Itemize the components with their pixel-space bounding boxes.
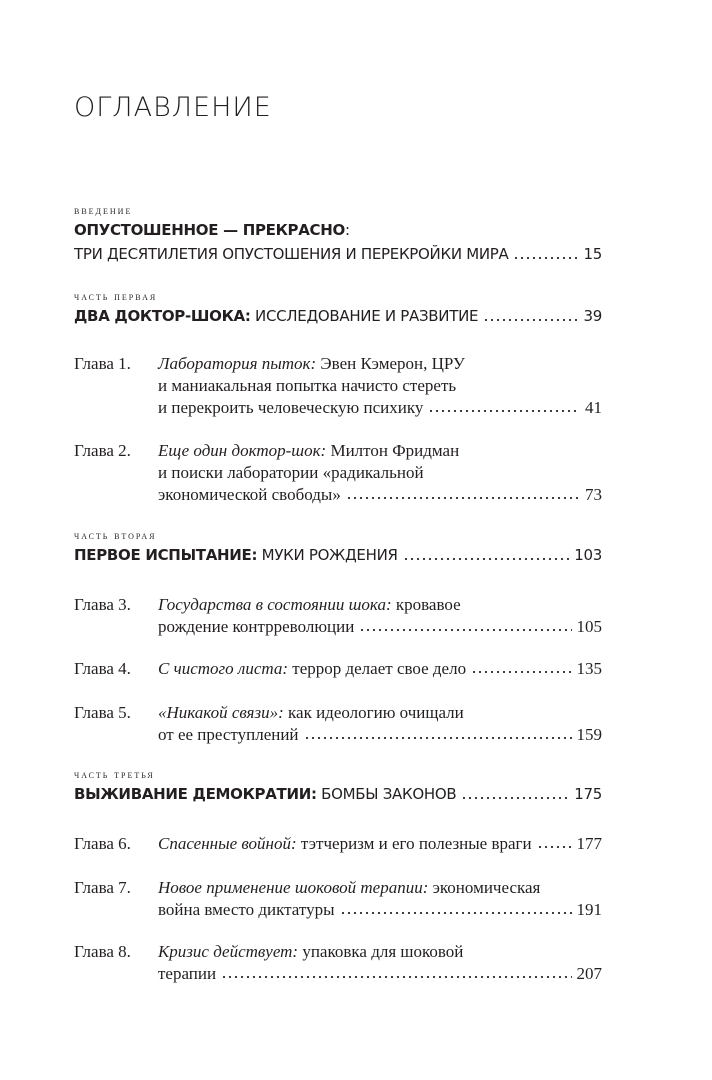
toc-part[interactable] xyxy=(74,529,602,567)
toc-chapter[interactable] xyxy=(74,440,602,506)
toc-chapter[interactable] xyxy=(74,594,602,638)
dot-leader xyxy=(346,490,580,500)
chapter-title-line: террор делает свое дело xyxy=(288,659,467,678)
dot-leader xyxy=(403,551,570,561)
chapter-title-line: как идеологию очищали xyxy=(283,703,464,722)
toc-chapter[interactable] xyxy=(74,833,602,855)
chapter-title-line: война вместо диктатуры xyxy=(158,900,335,919)
page-number: 135 xyxy=(576,659,602,678)
chapter-title-line: от ее преступлений xyxy=(158,725,299,744)
page-number: 73 xyxy=(585,485,602,504)
dot-leader xyxy=(340,905,572,915)
part-label: часть вторая xyxy=(74,530,157,542)
part-label: часть третья xyxy=(74,769,155,781)
part-label: часть первая xyxy=(74,291,158,303)
toc-part[interactable] xyxy=(74,290,602,328)
dot-leader xyxy=(461,790,569,800)
chapter-title-italic: Еще один доктор-шок: xyxy=(158,441,327,460)
chapter-title-italic: С чистого листа: xyxy=(158,659,289,678)
dot-leader xyxy=(359,622,571,632)
page-number: 175 xyxy=(574,785,602,803)
toc-chapter[interactable] xyxy=(74,702,602,746)
chapter-number: Глава 8. xyxy=(74,942,131,961)
toc-part[interactable] xyxy=(74,768,602,806)
chapter-title-line: и поиски лаборатории «радикальной xyxy=(158,463,424,482)
chapter-number: Глава 4. xyxy=(74,659,131,678)
section-subtitle: ТРИ ДЕСЯТИЛЕТИЯ ОПУСТОШЕНИЯ И ПЕРЕКРОЙКИ МИРА xyxy=(74,245,509,263)
chapter-title-line: и перекроить человеческую психику xyxy=(158,398,424,417)
part-title-rest: ИССЛЕДОВАНИЕ И РАЗВИТИЕ xyxy=(250,307,479,325)
page-number: 207 xyxy=(576,964,602,983)
dot-leader xyxy=(483,312,578,322)
dot-leader xyxy=(304,730,572,740)
chapter-title-italic: Государства в состоянии шока: xyxy=(158,595,392,614)
chapter-title-line: упаковка для шоковой xyxy=(298,942,464,961)
chapter-number: Глава 1. xyxy=(74,354,131,373)
page-number: 15 xyxy=(583,245,602,263)
dot-leader xyxy=(221,969,571,979)
chapter-title-italic: Лаборатория пыток: xyxy=(158,354,317,373)
chapter-title-line: Милтон Фридман xyxy=(326,441,460,460)
section-title-rest: : xyxy=(344,221,350,239)
page-number: 41 xyxy=(585,398,602,417)
page-number: 105 xyxy=(576,617,602,636)
chapter-number: Глава 5. xyxy=(74,703,131,722)
chapter-number: Глава 2. xyxy=(74,441,131,460)
toc-chapter[interactable] xyxy=(74,353,602,419)
page-number: 103 xyxy=(574,546,602,564)
chapter-title-italic: Новое применение шоковой терапии: xyxy=(158,878,429,897)
chapter-title-italic: Спасенные войной: xyxy=(158,834,297,853)
dot-leader xyxy=(471,664,571,674)
chapter-title-italic: Кризис действует: xyxy=(158,942,299,961)
part-title-bold: ВЫЖИВАНИЕ ДЕМОКРАТИИ: xyxy=(74,785,317,803)
page-number: 177 xyxy=(576,834,602,853)
chapter-title-line: экономическая xyxy=(428,878,541,897)
chapter-title-line: рождение контрреволюции xyxy=(158,617,355,636)
page-number: 159 xyxy=(576,725,602,744)
page-title: ОГЛАВЛЕНИЕ xyxy=(74,92,272,123)
part-title-bold: ПЕРВОЕ ИСПЫТАНИЕ: xyxy=(74,546,258,564)
toc-chapter[interactable] xyxy=(74,877,602,921)
toc-intro[interactable] xyxy=(74,204,602,266)
chapter-title-line: Эвен Кэмерон, ЦРУ xyxy=(316,354,465,373)
part-title-bold: ДВА ДОКТОР-ШОКА: xyxy=(74,307,251,325)
chapter-title-line: терапии xyxy=(158,964,217,983)
chapter-title-italic: «Никакой связи»: xyxy=(158,703,284,722)
dot-leader xyxy=(513,250,578,260)
chapter-title-line: экономической свободы» xyxy=(158,485,341,504)
dot-leader xyxy=(537,839,572,849)
toc-chapter[interactable] xyxy=(74,941,602,985)
chapter-number: Глава 6. xyxy=(74,834,131,853)
chapter-number: Глава 7. xyxy=(74,878,131,897)
dot-leader xyxy=(428,403,580,413)
part-title-rest: МУКИ РОЖДЕНИЯ xyxy=(257,546,398,564)
section-title-bold: ОПУСТОШЕННОЕ — ПРЕКРАСНО xyxy=(74,221,345,239)
chapter-title-line: тэтчеризм и его полезные враги xyxy=(296,834,532,853)
part-title-rest: БОМБЫ ЗАКОНОВ xyxy=(316,785,457,803)
chapter-title-line: и маниакальная попытка начисто стереть xyxy=(158,376,457,395)
page-number: 191 xyxy=(576,900,602,919)
section-label: введение xyxy=(74,205,133,217)
page-number: 39 xyxy=(583,307,602,325)
chapter-number: Глава 3. xyxy=(74,595,131,614)
chapter-title-line: кровавое xyxy=(391,595,461,614)
toc-chapter[interactable] xyxy=(74,658,602,680)
